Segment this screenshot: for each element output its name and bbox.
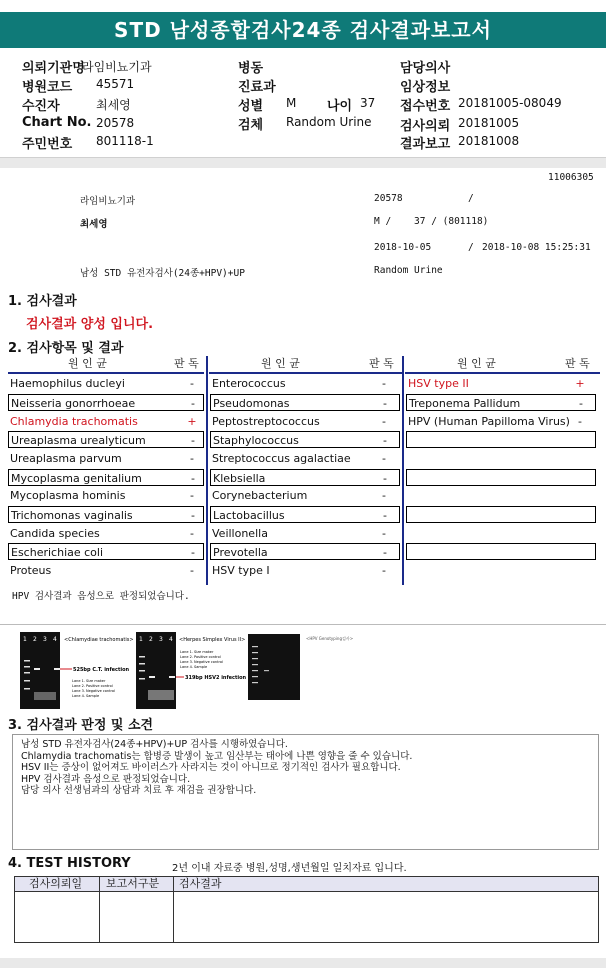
lane-number: 3 <box>43 636 47 643</box>
info-row: 병원코드 <box>22 80 73 95</box>
result-positive-text: 검사결과 양성 입니다. <box>26 317 154 332</box>
info-value: 801118-1 <box>96 134 154 148</box>
info-value: 라임비뇨기과 <box>82 60 152 74</box>
history-col-divider <box>173 877 174 942</box>
summary-receive-date: 2018-10-05 <box>374 242 432 253</box>
info-row: 임상정보 <box>400 80 451 95</box>
history-note: 2년 이내 자료중 병원,성명,생년월일 일치자료 입니다. <box>172 863 407 874</box>
section-title-opinion: 3. 검사결과 판정 및 소견 <box>8 718 154 733</box>
info-row: 결과보고 <box>400 137 451 152</box>
gel-lane-legend: Lane 1. Size maker <box>180 650 214 654</box>
history-header-row <box>15 877 598 892</box>
age-label: 나이 <box>327 99 353 114</box>
column-header <box>209 356 403 374</box>
pathogen-row: Prevotella - <box>210 543 400 560</box>
summary-slash: / <box>468 193 474 204</box>
pathogen-row: Ureaplasma parvum - <box>10 452 194 465</box>
pathogen-row: Proteus - <box>10 564 194 577</box>
age-value: 37 <box>360 96 376 110</box>
pathogen-row: Pseudomonas - <box>210 394 400 411</box>
info-value: 20578 <box>96 116 135 130</box>
summary-code: 11006305 <box>548 172 594 183</box>
info-row: 검사의뢰 <box>400 119 451 134</box>
summary-hospital: 라임비뇨기과 <box>80 196 136 207</box>
pathogen-row: Escherichiae coli - <box>8 543 204 560</box>
sex-label: 성별 <box>238 99 264 114</box>
pathogen-row: Mycoplasma hominis - <box>10 489 194 502</box>
result-header: 판 독 <box>174 357 199 370</box>
history-table <box>14 876 599 943</box>
info-value: 최세영 <box>96 98 131 112</box>
gel-band-label: 319bp HSV2 infection <box>185 675 247 681</box>
section-title-items: 2. 검사항목 및 결과 <box>8 341 124 356</box>
lane-number: 2 <box>33 636 37 643</box>
pathogen-row: Klebsiella - <box>210 469 400 486</box>
info-row: 주민번호 <box>22 137 73 152</box>
dept-label: 진료과 <box>238 80 276 95</box>
gel-lane-legend: Lane 2. Positive control <box>180 655 221 659</box>
empty-row <box>406 469 596 486</box>
specimen-value: Random Urine <box>286 115 372 129</box>
opinion-line: 남성 STD 유전자검사(24종+HPV)+UP 검사를 시행하였습니다. <box>21 739 288 750</box>
info-row: 접수번호 <box>400 99 451 114</box>
sex-value: M <box>286 96 297 110</box>
gel-lane-legend: Lane 4. Sample <box>180 665 208 669</box>
gel-images <box>20 632 354 709</box>
pathogen-row: Staphylococcus - <box>210 431 400 448</box>
gel-lane-legend: Lane 4. Sample <box>72 694 100 698</box>
pathogen-header: 원 인 균 <box>261 357 300 370</box>
result-header: 판 독 <box>565 357 590 370</box>
opinion-line: 담당 의사 선생님과의 상담과 치료 후 재검을 권장합니다. <box>21 785 257 796</box>
section-title-history: 4. TEST HISTORY <box>8 856 131 871</box>
lane-number: 4 <box>169 636 173 643</box>
lane-number: 2 <box>149 636 153 643</box>
lane-number: 1 <box>23 636 27 643</box>
history-header-cell: 검사의뢰일 <box>29 877 83 890</box>
opinion-line: HSV II는 증상이 없어져도 바이러스가 사라지는 것이 아니므로 정기적인 검사가 필요합니다. <box>21 762 401 773</box>
summary-report-datetime: 2018-10-08 15:25:31 <box>482 242 591 253</box>
empty-row <box>406 506 596 523</box>
gel-panel-title: <Chlamydiae trachomatis> <box>64 637 134 643</box>
info-value: 45571 <box>96 77 135 91</box>
info-value: 20181005-08049 <box>458 96 562 110</box>
opinion-box <box>12 734 599 850</box>
pathogen-row: Enterococcus - <box>212 377 386 390</box>
column-header <box>405 356 600 374</box>
info-row: 의뢰기관명 <box>22 61 85 76</box>
pathogen-row: Corynebacterium - <box>212 489 386 502</box>
info-row: 담당의사 <box>400 61 451 76</box>
ward-label: 병동 <box>238 61 264 76</box>
pathogen-row: HSV type II + <box>408 377 585 390</box>
empty-row <box>406 543 596 560</box>
opinion-line: HPV 검사결과 음성으로 판정되었습니다. <box>21 773 191 785</box>
pathogen-row: Mycoplasma genitalium - <box>8 469 204 486</box>
gel-lane-legend: Lane 3. Negative control <box>72 689 115 693</box>
pathogen-row: Ureaplasma urealyticum - <box>8 431 204 448</box>
gel-lane-legend: Lane 3. Negative control <box>180 660 223 664</box>
divider <box>0 624 606 625</box>
lane-number: 1 <box>139 636 143 643</box>
lane-number: 3 <box>159 636 163 643</box>
info-row: 수진자 <box>22 99 60 114</box>
history-header-cell: 검사결과 <box>179 877 222 890</box>
pathogen-header: 원 인 균 <box>457 357 496 370</box>
pathogen-row: HPV (Human Papilloma Virus) - <box>408 415 582 428</box>
section-title-results: 1. 검사결과 <box>8 294 77 309</box>
opinion-line: Chlamydia trachomatis는 합병증 발생이 높고 임산부는 태아에 나쁜 영향을 줄 수 있습니다. <box>21 750 413 762</box>
pathogen-row: Candida species - <box>10 527 194 540</box>
pathogen-row: Peptostreptococcus - <box>212 415 386 428</box>
column-divider <box>206 356 208 585</box>
pathogen-row: Chlamydia trachomatis + <box>10 415 197 428</box>
pathogen-row: Streptococcus agalactiae - <box>212 452 386 465</box>
page-divider <box>0 157 606 168</box>
pathogen-row: Neisseria gonorrhoeae - <box>8 394 204 411</box>
hpv-note: HPV 검사결과 음성으로 판정되었습니다. <box>12 591 190 602</box>
summary-sex-age: M / 37 / (801118) <box>374 216 489 227</box>
column-header <box>8 356 204 374</box>
history-header-cell: 보고서구분 <box>106 877 160 890</box>
info-value: 20181005 <box>458 116 520 130</box>
pathogen-row: Treponema Pallidum - <box>406 394 596 411</box>
pathogen-row: HSV type I - <box>212 564 386 577</box>
info-row: Chart No. <box>22 115 92 130</box>
gel-band-label: 525bp C.T. infection <box>73 667 130 673</box>
specimen-label: 검체 <box>238 118 264 133</box>
info-value: 20181008 <box>458 134 520 148</box>
gel-panel-title: <Herpes Simplex Virus II> <box>179 637 246 643</box>
empty-row <box>406 431 596 448</box>
gel-lane-legend: Lane 2. Positive control <box>72 684 113 688</box>
page-footer-bar <box>0 958 606 968</box>
summary-test-name: 남성 STD 유전자검사(24종+HPV)+UP <box>80 268 245 279</box>
lane-number: 4 <box>53 636 57 643</box>
result-header: 판 독 <box>369 357 394 370</box>
summary-chart: 20578 <box>374 193 403 204</box>
pathogen-row: Trichomonas vaginalis - <box>8 506 204 523</box>
pathogen-row: Veillonella - <box>212 527 386 540</box>
gel-image-svg <box>20 632 354 709</box>
report-title: STD 남성종합검사24종 검사결과보고서 <box>0 12 606 48</box>
column-divider <box>402 356 404 585</box>
pathogen-header: 원 인 균 <box>68 357 107 370</box>
pathogen-row: Lactobacillus - <box>210 506 400 523</box>
gel-lane-legend: Lane 1. Size maker <box>72 679 106 683</box>
pathogen-row: Haemophilus ducleyi - <box>10 377 194 390</box>
summary-slash: / <box>468 242 474 253</box>
summary-patient: 최세영 <box>80 219 108 230</box>
summary-specimen: Random Urine <box>374 265 443 276</box>
history-col-divider <box>99 877 100 942</box>
gel-panel-title: <HPV Genotyping검사> <box>306 636 354 641</box>
